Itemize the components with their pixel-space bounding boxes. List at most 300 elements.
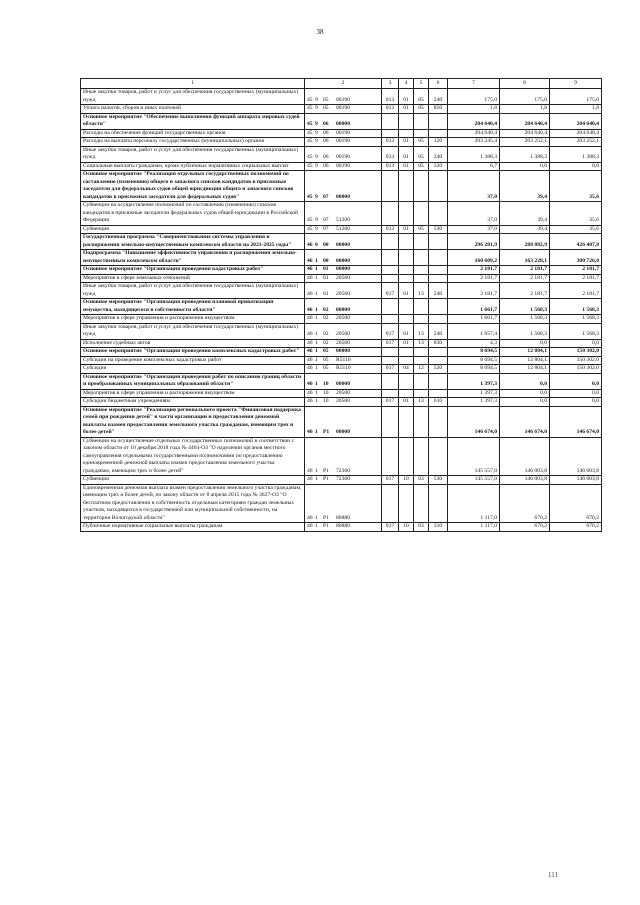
- row-target-code: [305, 365, 382, 374]
- code-part: 00: [323, 241, 329, 248]
- row-value-year3: 426 407,8: [550, 234, 602, 250]
- row-value-year3: 204 640,4: [550, 129, 602, 138]
- row-name: Субсидии: [81, 365, 305, 374]
- row-value-year2: 0,0: [500, 389, 550, 398]
- row-subsection-code: 12: [414, 365, 429, 374]
- row-name: Иные закупки товаров, работ и услуг для обеспечения государственных (муниципальных) нужд: [81, 146, 305, 162]
- row-ministry-code: [382, 234, 399, 250]
- row-value-year3: 150 302,0: [550, 356, 602, 365]
- row-value-year2: 146 003,8: [500, 437, 550, 476]
- row-value-year1: 1 661,7: [448, 299, 500, 315]
- row-subsection-code: 13: [414, 323, 429, 339]
- row-value-year3: 2 181,7: [550, 274, 602, 283]
- row-section-code: [399, 484, 414, 523]
- table-row: [81, 234, 602, 250]
- code-part: P1: [323, 467, 329, 474]
- code-part: 9: [315, 121, 318, 127]
- row-expense-type: [429, 129, 448, 138]
- row-target-code: [305, 234, 382, 250]
- row-value-year1: 8 694,5: [448, 365, 500, 374]
- code-part: 80880: [336, 514, 350, 521]
- row-value-year3: 0,0: [550, 398, 602, 407]
- row-target-code: [305, 202, 382, 226]
- row-section-code: [399, 356, 414, 365]
- code-part: 9: [315, 162, 318, 169]
- code-part: 46: [307, 315, 313, 321]
- code-part: 46: [307, 241, 313, 248]
- row-value-year3: 146 003,8: [550, 437, 602, 476]
- row-value-year2: 12 804,1: [500, 365, 550, 374]
- row-target-code: [305, 283, 382, 299]
- table-row: [81, 389, 602, 398]
- row-ministry-code: 013: [382, 138, 399, 147]
- code-part: 1: [315, 398, 318, 404]
- row-ministry-code: [382, 113, 399, 129]
- code-part: 02: [323, 315, 329, 321]
- row-subsection-code: 13: [414, 398, 429, 407]
- row-subsection-code: 05: [414, 162, 429, 171]
- code-part: 45: [307, 217, 313, 223]
- code-part: 05: [323, 365, 329, 371]
- header-cell: 4: [399, 79, 414, 89]
- code-part: 20500: [336, 339, 350, 346]
- row-subsection-code: [414, 250, 429, 266]
- code-part: 1: [315, 315, 318, 321]
- row-expense-type: [429, 299, 448, 315]
- row-value-year1: 1 397,3: [448, 373, 500, 389]
- row-expense-type: [429, 484, 448, 523]
- table-row: [81, 105, 602, 114]
- row-name: Субвенции на осуществление полномочий по составлению (изменению) списков кандидатов в присяжные заседатели федеральных судов общей юрисдикции в Российской Федерации: [81, 202, 305, 226]
- code-part: 46: [307, 290, 313, 297]
- row-target-code: [305, 266, 382, 275]
- row-ministry-code: 013: [382, 225, 399, 234]
- row-target-code: [305, 406, 382, 437]
- code-part: 46: [307, 398, 313, 404]
- row-value-year3: 670,2: [550, 484, 602, 523]
- row-section-code: 01: [399, 283, 414, 299]
- row-expense-type: 850: [429, 105, 448, 114]
- code-part: 20500: [336, 331, 350, 337]
- row-section-code: 01: [399, 398, 414, 407]
- code-part: 9: [315, 96, 318, 103]
- row-expense-type: [429, 202, 448, 226]
- row-name: Основное мероприятие "Организация проведения плановой приватизации имущества, находящегося в собственности области": [81, 299, 305, 315]
- row-name: Субвенции: [81, 225, 305, 234]
- code-part: 1: [315, 266, 318, 272]
- code-part: 00000: [336, 193, 350, 200]
- code-part: 10: [323, 381, 329, 387]
- row-section-code: 01: [399, 225, 414, 234]
- row-value-year3: 1 388,3: [550, 146, 602, 162]
- code-part: 00000: [336, 257, 350, 264]
- row-value-year1: 37,0: [448, 202, 500, 226]
- row-value-year1: 1 117,0: [448, 523, 500, 532]
- code-part: 07: [323, 217, 329, 223]
- row-value-year2: 175,0: [500, 89, 550, 105]
- code-part: 1: [315, 476, 318, 482]
- row-subsection-code: 05: [414, 105, 429, 114]
- row-section-code: 01: [399, 146, 414, 162]
- row-target-code: [305, 146, 382, 162]
- code-part: P1: [323, 514, 329, 521]
- code-part: 45: [307, 105, 313, 111]
- code-part: 46: [307, 348, 313, 354]
- row-section-code: [399, 113, 414, 129]
- code-part: 46: [307, 389, 313, 396]
- row-expense-type: 240: [429, 89, 448, 105]
- row-value-year1: 146 674,0: [448, 406, 500, 437]
- row-target-code: [305, 437, 382, 476]
- row-value-year1: 204 640,4: [448, 129, 500, 138]
- header-cell: 7: [448, 79, 500, 89]
- row-name: Субсидии бюджетным учреждениям: [81, 398, 305, 407]
- row-value-year3: 203 252,1: [550, 138, 602, 147]
- row-target-code: [305, 323, 382, 339]
- code-part: 45: [307, 129, 313, 136]
- code-part: 05: [323, 356, 329, 363]
- row-expense-type: 520: [429, 365, 448, 374]
- code-part: 02: [323, 331, 329, 337]
- code-part: 1: [315, 365, 318, 371]
- code-part: 1: [315, 339, 318, 346]
- code-part: P1: [323, 476, 329, 482]
- row-value-year3: 35,6: [550, 225, 602, 234]
- row-value-year3: 670,2: [550, 523, 602, 532]
- row-subsection-code: [414, 274, 429, 283]
- row-name: Иные закупки товаров, работ и услуг для обеспечения государственных (муниципальных) нужд: [81, 283, 305, 299]
- row-target-code: [305, 225, 382, 234]
- code-part: 1: [315, 381, 318, 387]
- code-part: 00000: [336, 266, 350, 272]
- row-ministry-code: 013: [382, 105, 399, 114]
- row-subsection-code: 13: [414, 283, 429, 299]
- row-section-code: 01: [399, 162, 414, 171]
- row-name: Расходы на выплаты персоналу государственных (муниципальных) органов: [81, 138, 305, 147]
- code-part: 06: [323, 154, 329, 160]
- table-row: [81, 266, 602, 275]
- row-subsection-code: [414, 373, 429, 389]
- code-part: 06: [323, 162, 329, 169]
- row-value-year1: 1,8: [448, 105, 500, 114]
- row-value-year1: 145 557,0: [448, 437, 500, 476]
- row-subsection-code: [414, 356, 429, 365]
- row-value-year2: 1 568,3: [500, 315, 550, 324]
- row-ministry-code: [382, 406, 399, 437]
- row-expense-type: 240: [429, 283, 448, 299]
- header-cell: 9: [550, 79, 602, 89]
- code-part: 9: [315, 154, 318, 160]
- row-value-year3: 146 674,0: [550, 406, 602, 437]
- code-part: 9: [315, 129, 318, 136]
- code-part: 06: [323, 129, 329, 136]
- row-section-code: 04: [399, 365, 414, 374]
- row-name: Основное мероприятие "Обеспечение выполнения функций аппарата мировых судей области": [81, 113, 305, 129]
- row-value-year2: 0,0: [500, 398, 550, 407]
- table-row: [81, 373, 602, 389]
- table-row: [81, 356, 602, 365]
- table-row: [81, 398, 602, 407]
- row-subsection-code: [414, 234, 429, 250]
- code-part: 20560: [336, 274, 350, 281]
- header-cell: 2: [305, 79, 382, 89]
- row-name: Иные закупки товаров, работ и услуг для обеспечения государственных (муниципальных) нужд: [81, 89, 305, 105]
- row-value-year3: 1 568,3: [550, 299, 602, 315]
- table-row: [81, 365, 602, 374]
- row-value-year1: 37,0: [448, 171, 500, 202]
- row-value-year2: 0,0: [500, 339, 550, 348]
- row-section-code: 01: [399, 89, 414, 105]
- row-value-year2: 39,4: [500, 225, 550, 234]
- row-target-code: [305, 162, 382, 171]
- code-part: 00190: [336, 129, 350, 136]
- row-expense-type: [429, 171, 448, 202]
- row-value-year1: 2 181,7: [448, 283, 500, 299]
- table-row: [81, 113, 602, 129]
- row-target-code: [305, 138, 382, 147]
- row-expense-type: [429, 389, 448, 398]
- row-target-code: [305, 274, 382, 283]
- code-part: 10: [323, 398, 329, 404]
- row-value-year2: 146 003,8: [500, 476, 550, 485]
- row-subsection-code: [414, 484, 429, 523]
- row-value-year2: 146 674,0: [500, 406, 550, 437]
- row-section-code: [399, 274, 414, 283]
- row-subsection-code: [414, 129, 429, 138]
- row-target-code: [305, 250, 382, 266]
- code-part: 9: [315, 225, 318, 232]
- row-value-year1: 1 117,0: [448, 484, 500, 523]
- row-target-code: [305, 113, 382, 129]
- row-value-year2: 1 568,3: [500, 323, 550, 339]
- row-expense-type: 320: [429, 162, 448, 171]
- row-value-year3: 150 302,0: [550, 365, 602, 374]
- code-part: 06: [323, 121, 329, 127]
- row-section-code: [399, 234, 414, 250]
- code-part: 00000: [336, 348, 350, 354]
- row-name: Основное мероприятие "Реализация отдельных государственных полномочий по составлению (изменению) общего и запасного списков кандидатов в присяжные заседатели для федеральных судов общей юрисдикции общего и запасного списков кандидатов в присяжные заседатели для федеральных судов": [81, 171, 305, 202]
- header-cell: 1: [81, 79, 305, 89]
- code-part: 00190: [336, 138, 350, 144]
- code-part: 46: [307, 257, 313, 264]
- table-row: [81, 476, 602, 485]
- row-value-year3: 175,0: [550, 89, 602, 105]
- row-subsection-code: [414, 171, 429, 202]
- row-value-year2: 12 804,1: [500, 356, 550, 365]
- row-value-year3: 300 726,0: [550, 250, 602, 266]
- code-part: 1: [315, 306, 318, 313]
- row-value-year3: 0,0: [550, 162, 602, 171]
- code-part: 05: [323, 348, 329, 354]
- row-subsection-code: [414, 113, 429, 129]
- row-value-year2: 39,4: [500, 171, 550, 202]
- row-ministry-code: 013: [382, 89, 399, 105]
- row-name: Основное мероприятие "Реализация регионального проекта "Финансовая поддержка семей при рождении детей" в части организации и предоставления денежной выплаты взамен предоставления земельного участка гражданам, имеющим трех и более детей": [81, 406, 305, 437]
- code-part: 9: [315, 105, 318, 111]
- code-part: 46: [307, 514, 313, 521]
- row-value-year1: 2 181,7: [448, 274, 500, 283]
- table-row: [81, 162, 602, 171]
- row-value-year2: 1,8: [500, 105, 550, 114]
- row-expense-type: [429, 356, 448, 365]
- code-part: 1: [315, 467, 318, 474]
- row-value-year2: 1 388,3: [500, 146, 550, 162]
- code-part: 00000: [336, 121, 350, 127]
- row-value-year2: 203 252,1: [500, 138, 550, 147]
- row-value-year3: 1 568,3: [550, 315, 602, 324]
- row-ministry-code: [382, 484, 399, 523]
- row-ministry-code: [382, 348, 399, 357]
- row-ministry-code: 017: [382, 476, 399, 485]
- code-part: 20500: [336, 315, 350, 321]
- table-row: [81, 138, 602, 147]
- row-value-year2: 39,4: [500, 202, 550, 226]
- row-expense-type: 240: [429, 146, 448, 162]
- code-part: 00000: [336, 241, 350, 248]
- row-expense-type: [429, 348, 448, 357]
- row-target-code: [305, 398, 382, 407]
- row-value-year1: 8 694,5: [448, 356, 500, 365]
- code-part: 10: [323, 389, 329, 396]
- code-part: 51200: [336, 217, 350, 223]
- row-expense-type: [429, 250, 448, 266]
- code-part: 72300: [336, 467, 350, 474]
- row-ministry-code: [382, 266, 399, 275]
- table-row: [81, 406, 602, 437]
- row-target-code: [305, 315, 382, 324]
- code-part: 1: [315, 348, 318, 354]
- row-value-year1: 1 388,3: [448, 146, 500, 162]
- code-part: 9: [315, 138, 318, 144]
- code-part: 00: [323, 257, 329, 264]
- code-part: 20500: [336, 398, 350, 404]
- row-expense-type: 310: [429, 523, 448, 532]
- row-ministry-code: [382, 171, 399, 202]
- row-value-year3: 35,6: [550, 171, 602, 202]
- row-value-year2: 163 228,1: [500, 250, 550, 266]
- table-row: [81, 274, 602, 283]
- row-value-year2: 204 640,4: [500, 113, 550, 129]
- row-value-year1: 1 657,4: [448, 323, 500, 339]
- code-part: P1: [323, 523, 329, 529]
- code-part: 1: [315, 523, 318, 529]
- row-ministry-code: 013: [382, 162, 399, 171]
- row-section-code: [399, 202, 414, 226]
- code-part: 46: [307, 523, 313, 529]
- code-part: 02: [323, 306, 329, 313]
- code-part: 1: [315, 429, 318, 435]
- row-section-code: [399, 373, 414, 389]
- row-target-code: [305, 484, 382, 523]
- code-part: 00000: [336, 429, 350, 435]
- row-target-code: [305, 348, 382, 357]
- row-section-code: 10: [399, 476, 414, 485]
- row-value-year2: 670,2: [500, 484, 550, 523]
- row-subsection-code: [414, 348, 429, 357]
- row-target-code: [305, 356, 382, 365]
- code-part: R5110: [336, 356, 351, 363]
- budget-table: [80, 78, 602, 532]
- code-part: R5110: [336, 365, 351, 371]
- code-part: 07: [323, 193, 329, 200]
- row-ministry-code: [382, 299, 399, 315]
- row-target-code: [305, 129, 382, 138]
- row-expense-type: [429, 315, 448, 324]
- row-expense-type: 610: [429, 398, 448, 407]
- code-part: 46: [307, 339, 313, 346]
- row-value-year2: 2 181,7: [500, 266, 550, 275]
- table-row: [81, 89, 602, 105]
- code-part: 1: [315, 331, 318, 337]
- row-value-year3: 1 568,3: [550, 323, 602, 339]
- row-ministry-code: [382, 129, 399, 138]
- row-value-year2: 12 804,1: [500, 348, 550, 357]
- code-part: 01: [323, 274, 329, 281]
- row-value-year2: 670,2: [500, 523, 550, 532]
- row-ministry-code: 017: [382, 323, 399, 339]
- code-part: 01: [323, 290, 329, 297]
- row-name: Мероприятия в сфере земельных отношений: [81, 274, 305, 283]
- row-name: Социальные выплаты гражданам, кроме публичных нормативных социальных выплат: [81, 162, 305, 171]
- row-target-code: [305, 476, 382, 485]
- row-subsection-code: [414, 202, 429, 226]
- header-cell: 5: [414, 79, 429, 89]
- code-part: 45: [307, 96, 313, 103]
- row-name: Субвенции: [81, 476, 305, 485]
- code-part: 1: [315, 257, 318, 264]
- row-section-code: [399, 389, 414, 398]
- row-value-year1: 175,0: [448, 89, 500, 105]
- row-value-year1: 1 397,3: [448, 389, 500, 398]
- row-section-code: [399, 250, 414, 266]
- code-part: 01: [323, 266, 329, 272]
- row-subsection-code: 05: [414, 146, 429, 162]
- row-value-year3: 2 181,7: [550, 283, 602, 299]
- code-part: 46: [307, 331, 313, 337]
- code-part: 46: [307, 476, 313, 482]
- row-ministry-code: [382, 389, 399, 398]
- header-cell: 8: [500, 79, 550, 89]
- code-part: 20560: [336, 290, 350, 297]
- row-ministry-code: [382, 373, 399, 389]
- row-value-year3: 0,0: [550, 373, 602, 389]
- table-row: [81, 437, 602, 476]
- row-ministry-code: [382, 315, 399, 324]
- row-section-code: 10: [399, 523, 414, 532]
- code-part: 46: [307, 266, 313, 272]
- table-row: [81, 283, 602, 299]
- row-ministry-code: [382, 437, 399, 476]
- row-ministry-code: 017: [382, 523, 399, 532]
- row-subsection-code: 05: [414, 89, 429, 105]
- row-section-code: [399, 266, 414, 275]
- table-row: [81, 225, 602, 234]
- row-value-year2: 0,0: [500, 373, 550, 389]
- row-value-year1: 203 245,4: [448, 138, 500, 147]
- code-part: 00000: [336, 381, 350, 387]
- row-name: Основное мероприятие "Организация проведения работ по описанию границ области и преобразованных муниципальных образований области": [81, 373, 305, 389]
- row-value-year3: 1,8: [550, 105, 602, 114]
- row-section-code: [399, 437, 414, 476]
- row-value-year2: 204 640,4: [500, 129, 550, 138]
- code-part: 46: [307, 306, 313, 313]
- row-value-year3: 150 302,0: [550, 348, 602, 357]
- row-ministry-code: [382, 356, 399, 365]
- row-target-code: [305, 373, 382, 389]
- row-value-year3: 2 181,7: [550, 266, 602, 275]
- row-subsection-code: [414, 437, 429, 476]
- row-subsection-code: [414, 299, 429, 315]
